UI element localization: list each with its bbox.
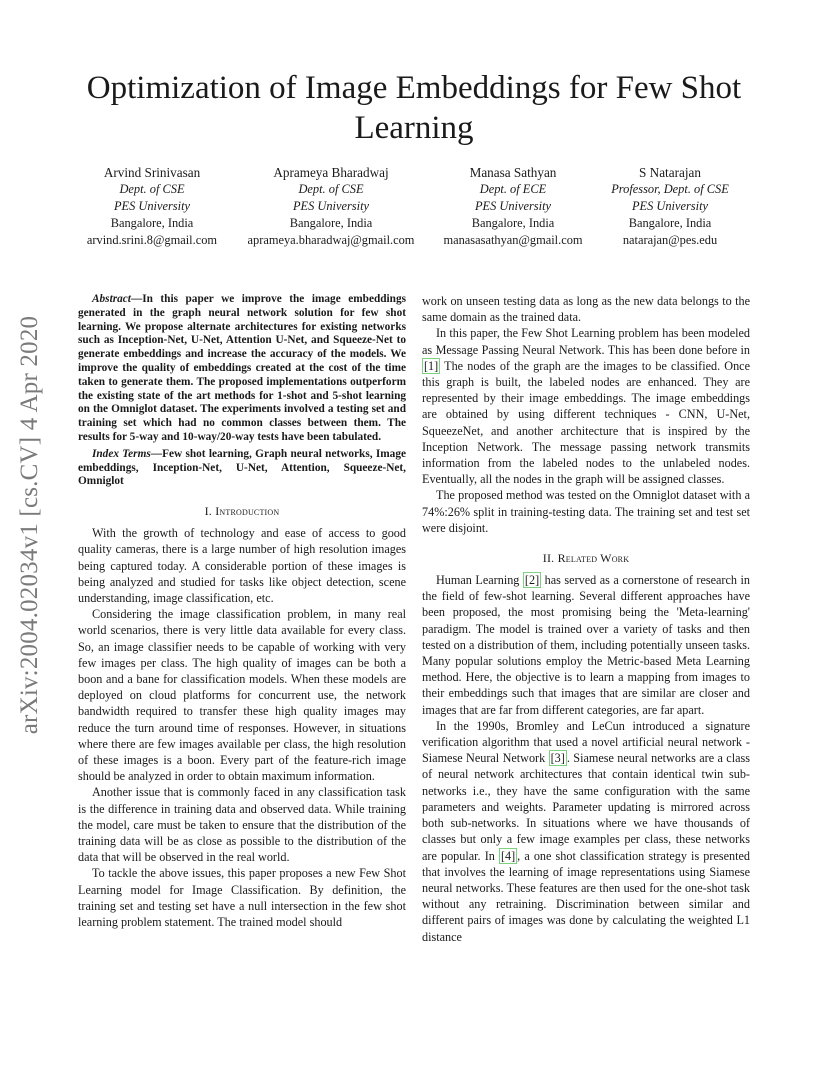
author-email[interactable]: aprameya.bharadwaj@gmail.com — [247, 233, 415, 247]
author-univ: PES University — [474, 199, 552, 213]
index-terms-label: Index Terms — [92, 447, 151, 460]
author-name: Arvind Srinivasan — [103, 165, 201, 180]
author-dept: Professor, Dept. of CSE — [611, 182, 729, 196]
author-email[interactable]: manasasathyan@gmail.com — [443, 233, 583, 247]
text-run: In the 1990s, Bromley and LeCun introduced a signature verification algorithm that used a novel artificial neural network - Siamese Neural Network — [422, 718, 750, 766]
left-column — [78, 293, 406, 930]
author-1 — [52, 164, 252, 249]
intro-paragraph: With the growth of technology and ease of access to good quality cameras, there is a large number of high resolution images being captured today. A considerable portion of these images is being analyzed and studied for tasks like object detection, scene understanding, image classification, etc. — [78, 526, 406, 605]
index-terms-text: —Few shot learning, Graph neural networks, Image embeddings, Inception-Net, U-Net, Attention, Squeeze-Net, Omniglot — [78, 447, 406, 488]
citation-link[interactable]: [2] — [524, 573, 540, 588]
body-paragraph: The proposed method was tested on the Omniglot dataset with a 74%:26% split in training-testing data. The training set and test set were disjoint. — [422, 488, 750, 535]
author-name: Manasa Sathyan — [469, 165, 557, 180]
section-heading-related-work: II. Related Work — [542, 551, 630, 566]
author-4 — [570, 164, 770, 249]
text-run: The nodes of the graph are the images to be classified. Once this graph is built, the labeled nodes are enhanced. They are represented by their image embeddings. The image embeddings are obtained by using different techniques - CNN, U-Net, SqueezeNet, and another architecture that is inspired by the Inception Network. The message passing network transmits information from the labeled nodes to the unlabeled nodes. Eventually, all the nodes in the graph will be assigned classes. — [422, 358, 750, 487]
text-run: Human Learning — [436, 573, 523, 588]
citation-link[interactable]: [1] — [424, 358, 439, 373]
text-run: In this paper, the Few Shot Learning problem has been modeled as Message Passing Neural Network. This has been done before in — [422, 326, 750, 357]
section-heading-introduction: I. Introduction — [204, 504, 280, 519]
related-paragraph — [422, 572, 750, 718]
author-dept: Dept. of CSE — [298, 182, 364, 196]
related-paragraph — [422, 718, 750, 945]
citation-link[interactable]: [3] — [550, 751, 565, 766]
body-paragraph: work on unseen testing data as long as the new data belongs to the same domain as the trained data. — [422, 294, 750, 325]
author-city: Bangalore, India — [110, 216, 194, 230]
author-city: Bangalore, India — [628, 216, 712, 230]
text-run: has served as a cornerstone of research in the field of few-shot learning. Several different approaches have been proposed, the most promising being the 'Meta-learning' paradigm. The model is trained over a variety of tasks and then tested on a distribution of them, including potentially unseen tasks. Many popular solutions employ the Metric-based Meta Learning method. Here, the objective is to learn a mapping from images to their embeddings such that images that are similar are closer and images that are far from different categories, are far apart. — [422, 573, 750, 717]
intro-paragraph: Considering the image classification problem, in many real world scenarios, there is very little data available for every class. So, an image classifier needs to be capable of working with very few images per class. The high quality of images can be both a boon and a bane for classification models. When these models are deployed on cloud platforms for concurrent use, the network bandwidth required to transfer these high quality images may reduce the turn around time of responses. However, in situations where there are few images available per class, the high resolution of these images is a boon. Every part of the feature-rich image should be analyzed in order to obtain maximum information. — [78, 607, 406, 784]
author-email[interactable]: arvind.srini.8@gmail.com — [86, 233, 218, 247]
author-dept: Dept. of ECE — [479, 182, 547, 196]
right-column — [422, 293, 750, 945]
arxiv-identifier: arXiv:2004.02034v1 [cs.CV] 4 Apr 2020 — [16, 315, 43, 735]
author-email[interactable]: natarajan@pes.edu — [622, 233, 718, 247]
author-dept: Dept. of CSE — [119, 182, 185, 196]
arxiv-sidebar — [8, 290, 52, 760]
citation-link[interactable]: [4] — [500, 848, 516, 863]
abstract — [78, 293, 406, 445]
author-block — [70, 164, 758, 254]
author-univ: PES University — [113, 199, 191, 213]
abstract-text: —In this paper we improve the image embeddings generated in the graph neural network solution for few shot learning. We propose alternate architectures for existing networks such as Inception-Net, U-Net, Attention U-Net, and Squeeze-Net to generate embeddings and increase the accuracy of the models. We improve the quality of embeddings created at the cost of the time taken to generate them. The proposed implementations outperform the existing state of the art methods for 1-shot and 5-shot learning on the Omniglot dataset. The experiments involved a testing set and training set which had no common classes between them. The results for 5-way and 10-way/20-way tests have been tabulated. — [78, 293, 406, 443]
text-run: , a one shot classification strategy is presented that involves the learning of image representations using Siamese neural networks. These features are then used for the one-shot task without any retraining. Discrimination between similar and different pairs of images was done by calculating the weighted L1 distance — [422, 848, 750, 944]
author-city: Bangalore, India — [289, 216, 373, 230]
intro-paragraph: Another issue that is commonly faced in any classification task is the difference in training data and observed data. While training the model, care must be taken to ensure that the distribution of the training data will be as close as possible to the distribution of the data that will be observed in the real world. — [78, 785, 406, 865]
intro-paragraph: To tackle the above issues, this paper proposes a new Few Shot Learning model for Image Classification. By definition, the training set and testing set have a null intersection in the few shot learning problem statement. The trained model should — [78, 866, 406, 930]
index-terms — [78, 448, 406, 489]
author-2 — [231, 164, 431, 249]
author-univ: PES University — [631, 199, 709, 213]
paper-title: Optimization of Image Embeddings for Few Shot Learning — [86, 70, 742, 146]
author-univ: PES University — [292, 199, 370, 213]
body-paragraph — [422, 325, 750, 487]
author-city: Bangalore, India — [471, 216, 555, 230]
author-name: S Natarajan — [639, 165, 701, 180]
text-run: . Siamese neural networks are a class of neural network architectures that contain identical twin sub-networks i.e., they have the same configuration with the same parameters and weights. Parameter updating is mirrored across both sub-networks. In situations where we have thousands of classes but only a few image examples per class, these networks are popular. In — [422, 751, 750, 863]
abstract-label: Abstract — [92, 293, 131, 305]
author-name: Aprameya Bharadwaj — [273, 165, 389, 180]
